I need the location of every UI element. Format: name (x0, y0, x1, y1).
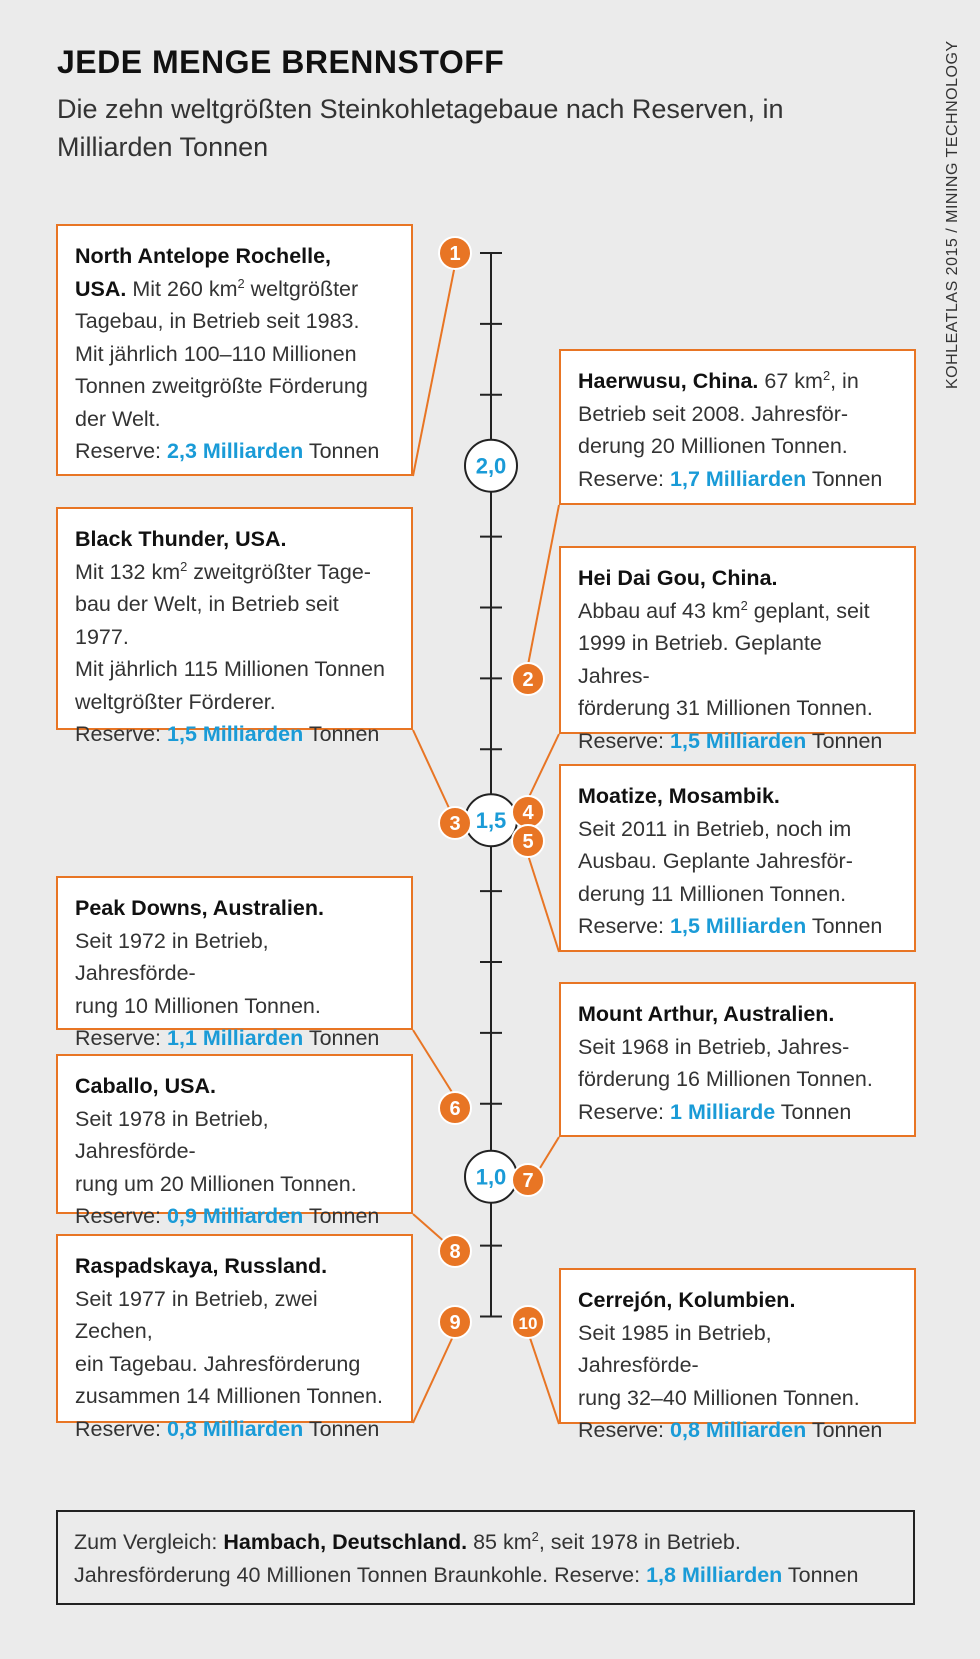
mine-name: Moatize, Mosambik. (578, 784, 780, 808)
mine-name: North Antelope Rochelle, (75, 244, 332, 268)
rank-label-5: 5 (522, 831, 534, 853)
rank-label-1: 1 (449, 243, 461, 265)
card-caballo: Caballo, USA. Seit 1978 in Betrieb, Jahresförde- rung um 20 Millionen Tonnen. Reserve: 0,9 Milliarden Tonnen (56, 1054, 413, 1214)
reserve-value: 1 Milliarde (670, 1099, 776, 1124)
card-haerwusu: Haerwusu, China. 67 $km^2$, in Betrieb seit 2008. Jahresför- derung 20 Millionen Tonnen. Reserve: 1,7 Milliarden Tonnen (559, 349, 916, 505)
rank-label-10: 10 (518, 1314, 538, 1333)
rank-label-3: 3 (449, 813, 461, 835)
connector-line-3 (413, 730, 449, 808)
connector-line-10 (528, 1332, 559, 1424)
reserve-value: 2,3 Milliarden (167, 439, 304, 463)
reserve-value: 1,5 Milliarden (670, 914, 807, 938)
reserve-value: 1,7 Milliarden (670, 466, 807, 491)
scale-value-label: 1,5 (475, 808, 507, 834)
rank-label-4: 4 (522, 802, 534, 824)
reserve-value: 0,9 Milliarden (167, 1204, 304, 1228)
rank-label-6: 6 (449, 1098, 461, 1120)
comparison-box: Zum Vergleich: Hambach, Deutschland. 85 $km^2$, seit 1978 in Betrieb. Jahresförderung 40 Millionen Tonnen Braunkohle. Reserve: 1,8 Milliarden Tonnen (56, 1510, 915, 1605)
card-mount-arthur: Mount Arthur, Australien. Seit 1968 in Betrieb, Jahres- förderung 16 Millionen Tonnen. Reserve: 1 Milliarde Tonnen (559, 982, 916, 1137)
reserve-value: 1,5 Milliarden (670, 728, 807, 753)
card-black-thunder: Black Thunder, USA. Mit 132 $km^2$ zweitgrößter Tage- bau der Welt, in Betrieb seit 1977. Mit jährlich 115 Millionen Tonnen weltgrößter Förderer. Reserve: 1,5 Milliarden Tonnen (56, 507, 413, 730)
mine-name: Peak Downs, Australien. (75, 896, 324, 920)
reserve-value: 0,8 Milliarden (167, 1416, 304, 1441)
mine-name: Mount Arthur, Australien. (578, 1002, 835, 1026)
comparison-name: Hambach, Deutschland. (223, 1530, 468, 1554)
mine-name: Raspadskaya, Russland. (75, 1254, 328, 1278)
card-cerrejon: Cerrejón, Kolumbien. Seit 1985 in Betrieb, Jahresförde- rung 32–40 Millionen Tonnen. Reserve: 0,8 Milliarden Tonnen (559, 1268, 916, 1424)
mine-name: Hei Dai Gou, China. (578, 566, 778, 590)
rank-label-9: 9 (449, 1312, 461, 1334)
mine-name: Black Thunder, USA. (75, 527, 287, 551)
connector-line-2 (528, 505, 559, 665)
connector-line-5 (528, 855, 559, 952)
rank-label-7: 7 (522, 1170, 534, 1192)
card-moatize: Moatize, Mosambik. Seit 2011 in Betrieb, noch im Ausbau. Geplante Jahresför- derung 11 Millionen Tonnen. Reserve: 1,5 Milliarden Tonnen (559, 764, 916, 952)
rank-label-2: 2 (522, 669, 534, 691)
chart-subtitle: Die zehn weltgrößten Steinkohletagebaue nach Reserven, in Milliarden Tonnen (57, 94, 784, 162)
card-raspadskaya: Raspadskaya, Russland. Seit 1977 in Betrieb, zwei Zechen, ein Tagebau. Jahresförderung zusammen 14 Millionen Tonnen. Reserve: 0,8 Milliarden Tonnen (56, 1234, 413, 1423)
connector-line-4 (528, 734, 559, 799)
chart-title: JEDE MENGE BRENNSTOFF (57, 44, 505, 80)
mine-name: Cerrejón, Kolumbien. (578, 1288, 796, 1312)
reserve-value: 1,5 Milliarden (167, 722, 304, 746)
card-north-antelope: North Antelope Rochelle, USA. Mit 260 $km^2$ weltgrößter Tagebau, in Betrieb seit 1983. Mit jährlich 100–110 Millionen Tonnen zweitgrößte Förderung der Welt. Reserve: 2,3 Milliarden Tonnen (56, 224, 413, 476)
connector-line-7 (540, 1137, 559, 1168)
mine-name: Haerwusu, China. (578, 369, 759, 393)
mine-country: USA. (75, 276, 127, 301)
mine-name: Caballo, USA. (75, 1074, 216, 1098)
reserve-value: 1,1 Milliarden (167, 1026, 304, 1050)
card-peak-downs: Peak Downs, Australien. Seit 1972 in Betrieb, Jahresförde- rung 10 Millionen Tonnen. Reserve: 1,1 Milliarden Tonnen (56, 876, 413, 1030)
rank-label-8: 8 (449, 1241, 461, 1263)
reserve-value: 0,8 Milliarden (670, 1418, 807, 1442)
connector-line-6 (413, 1030, 455, 1097)
connector-line-1 (413, 265, 455, 476)
card-hei-dai-gou: Hei Dai Gou, China. Abbau auf 43 $km^2$ geplant, seit 1999 in Betrieb. Geplante Jahres- förderung 31 Millionen Tonnen. Reserve: 1,5 Milliarden Tonnen (559, 546, 916, 734)
comparison-reserve: 1,8 Milliarden (646, 1562, 783, 1587)
connector-line-9 (413, 1332, 455, 1423)
scale-value-label: 2,0 (475, 453, 507, 479)
source-credit: KOHLEATLAS 2015 / MINING TECHNOLOGY (944, 40, 961, 389)
scale-value-label: 1,0 (475, 1164, 507, 1190)
